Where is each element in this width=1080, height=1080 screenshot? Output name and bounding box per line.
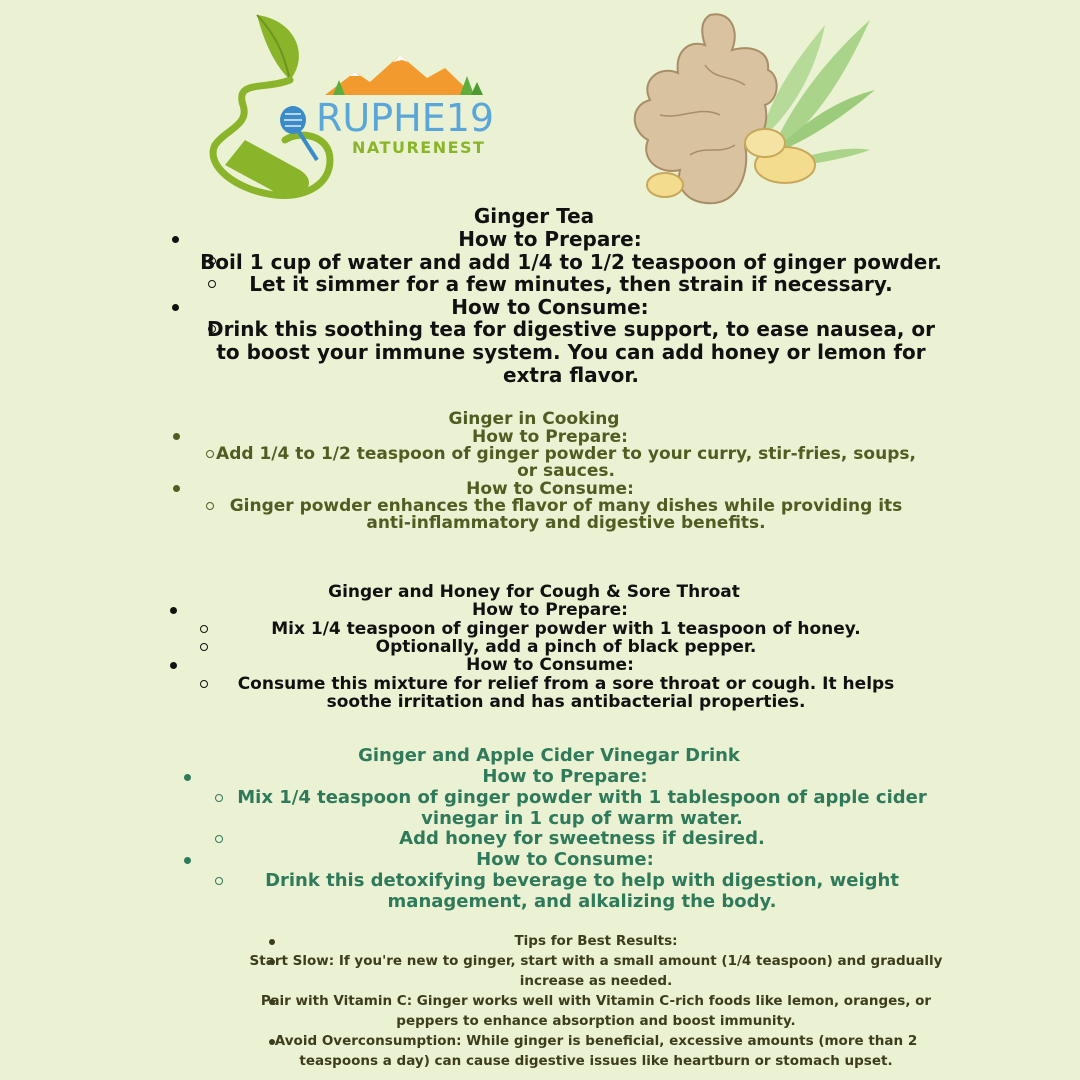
ginger-root-illustration (620, 5, 880, 210)
consume-line: Consume this mixture for relief from a sore throat or cough. It helps (237, 674, 895, 694)
tip-line: peppers to enhance absorption and boost immunity. (396, 1013, 796, 1029)
section-title: Ginger and Apple Cider Vinegar Drink (358, 745, 740, 766)
tip-line: increase as needed. (519, 973, 673, 989)
section-title: Ginger and Honey for Cough & Sore Throat (328, 582, 740, 602)
prepare-line: vinegar in 1 cup of warm water. (421, 808, 743, 829)
prepare-line: Add 1/4 to 1/2 teaspoon of ginger powder to your curry, stir-fries, soups, (216, 444, 916, 464)
section-title: Ginger Tea (473, 204, 595, 228)
section-title: Ginger in Cooking (448, 409, 620, 429)
consume-heading: How to Consume: (476, 849, 654, 870)
prepare-step: Mix 1/4 teaspoon of ginger powder with 1 teaspoon of honey. (271, 619, 861, 639)
consume-line: to boost your immune system. You can add honey or lemon for (216, 340, 926, 364)
prepare-step: Let it simmer for a few minutes, then strain if necessary. (249, 272, 893, 296)
tip-line: Pair with Vitamin C: Ginger works well with Vitamin C-rich foods like lemon, oranges, or (260, 993, 932, 1009)
consume-heading: How to Consume: (466, 655, 634, 675)
consume-line: Drink this detoxifying beverage to help with digestion, weight (265, 870, 899, 891)
prepare-heading: How to Prepare: (482, 766, 648, 787)
prepare-step: Add honey for sweetness if desired. (399, 828, 765, 849)
prepare-step: Optionally, add a pinch of black pepper. (375, 637, 757, 657)
consume-line: anti-inflammatory and digestive benefits. (366, 513, 766, 533)
tip-line: Start Slow: If you're new to ginger, start with a small amount (1/4 teaspoon) and gradually (249, 953, 943, 969)
consume-line: soothe irritation and has antibacterial properties. (326, 692, 806, 712)
prepare-line: Mix 1/4 teaspoon of ginger powder with 1 tablespoon of apple cider (237, 787, 927, 808)
prepare-heading: How to Prepare: (472, 600, 628, 620)
consume-line: management, and alkalizing the body. (387, 891, 777, 912)
logo-tagline: NATURENEST (352, 138, 486, 157)
consume-heading: How to Consume: (466, 479, 634, 499)
tip-line: Avoid Overconsumption: While ginger is beneficial, excessive amounts (more than 2 (274, 1033, 918, 1049)
prepare-heading: How to Prepare: (458, 227, 642, 251)
prepare-line: or sauces. (517, 461, 615, 481)
tip-line: teaspoons a day) can cause digestive issues like heartburn or stomach upset. (299, 1053, 893, 1069)
consume-line: Ginger powder enhances the flavor of many dishes while providing its (229, 496, 903, 516)
consume-heading: How to Consume: (451, 295, 649, 319)
tips-heading: Tips for Best Results: (514, 933, 678, 949)
prepare-step: Boil 1 cup of water and add 1/4 to 1/2 teaspoon of ginger powder. (200, 250, 942, 274)
consume-line: Drink this soothing tea for digestive support, to ease nausea, or (206, 317, 936, 341)
consume-line: extra flavor. (502, 363, 640, 387)
logo-name: RUPHE19 (316, 96, 495, 140)
prepare-heading: How to Prepare: (472, 427, 628, 447)
